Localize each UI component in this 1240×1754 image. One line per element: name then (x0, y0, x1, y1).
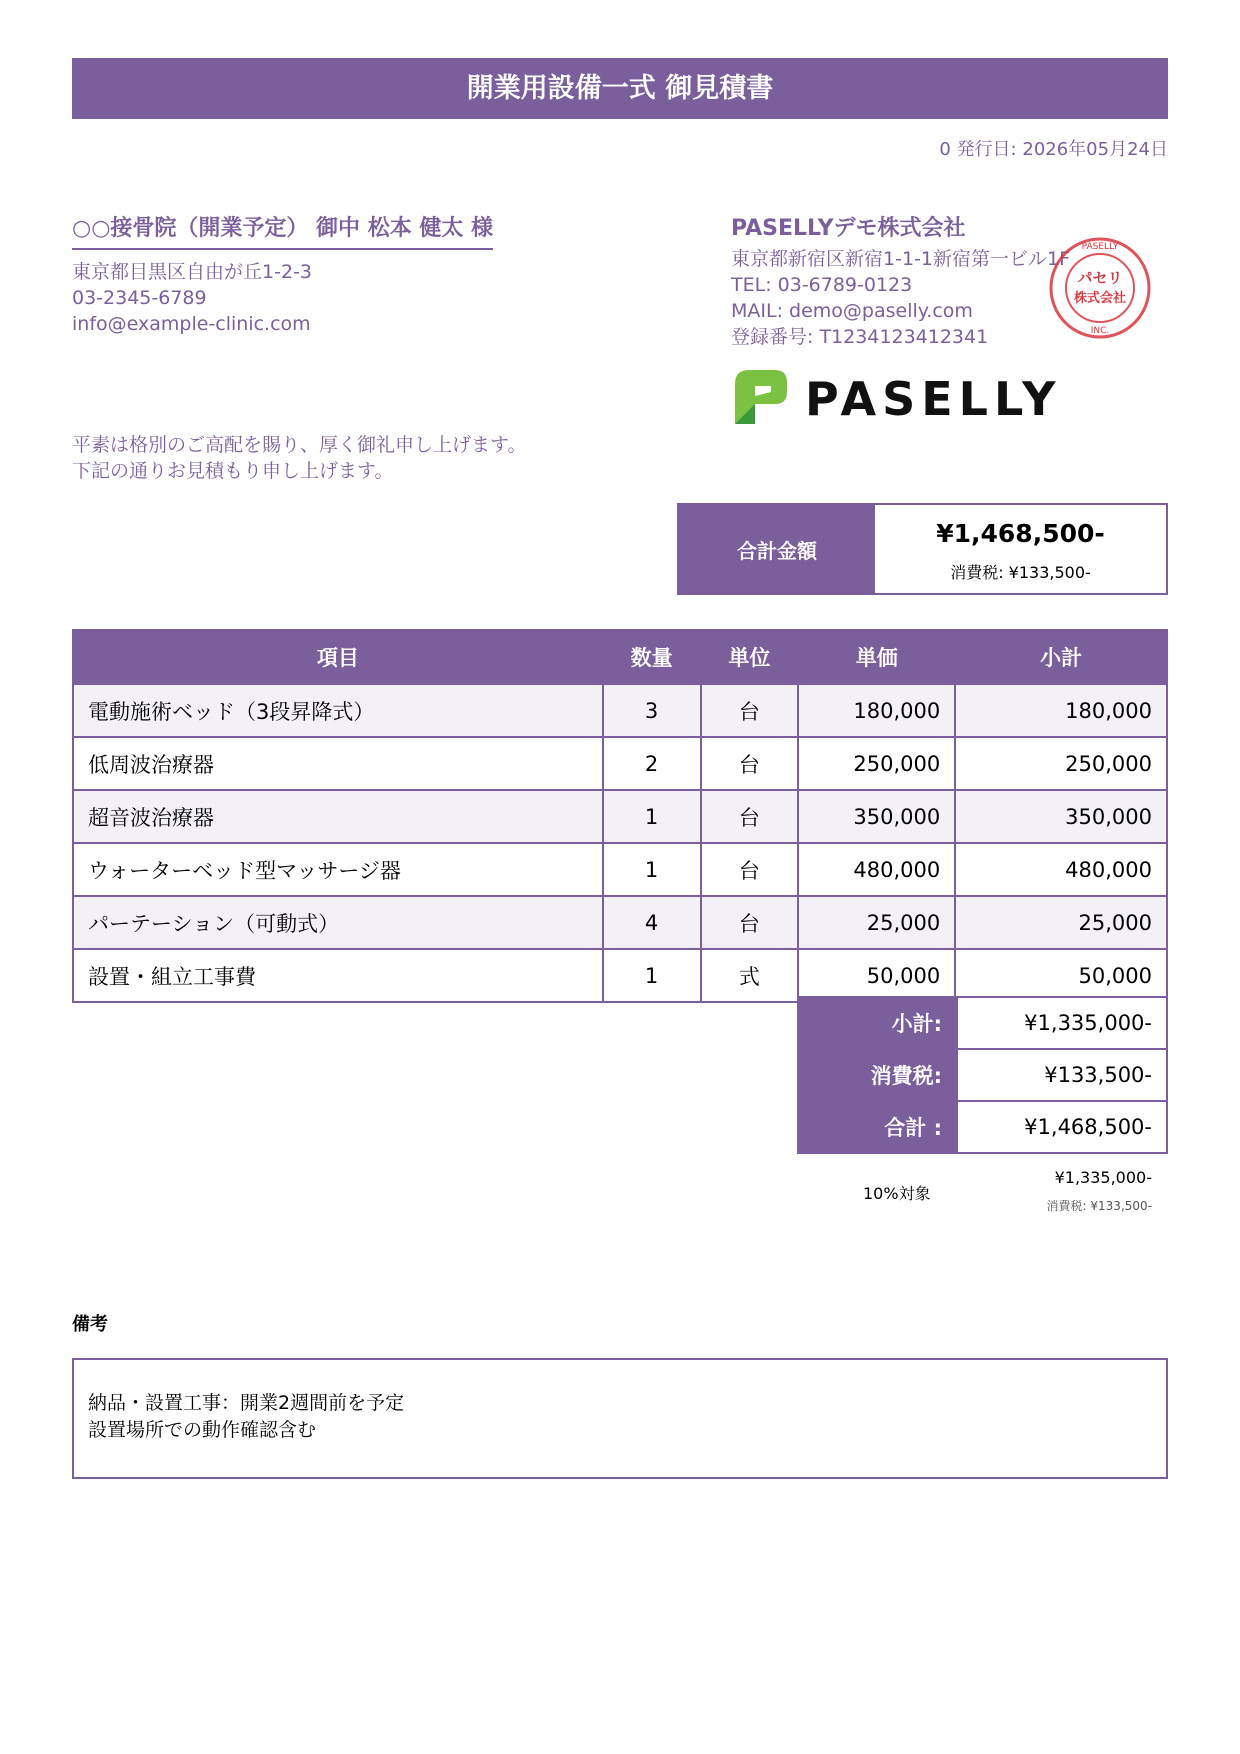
item-subtotal: 480,000 (955, 843, 1167, 896)
grand-total-box (677, 503, 1168, 595)
total-row (798, 1101, 1167, 1153)
header-unit-price: 単価 (798, 630, 955, 684)
item-unit-price: 250,000 (798, 737, 955, 790)
item-unit-price: 180,000 (798, 684, 955, 737)
issue-date: 2026年05月24日 (1022, 139, 1168, 160)
item-unit-price: 25,000 (798, 896, 955, 949)
paselly-logo (731, 366, 1061, 428)
item-quantity: 1 (603, 843, 701, 896)
item-quantity: 1 (603, 949, 701, 1002)
item-unit: 台 (701, 790, 799, 843)
table-row (73, 843, 1167, 896)
header-quantity: 数量 (603, 630, 701, 684)
issue-number: 0 (939, 139, 951, 160)
remarks-line-2: 設置場所での動作確認含む (88, 1419, 317, 1441)
client-address: 東京都目黒区自由が丘1-2-3 (72, 261, 312, 283)
grand-total-tax: 消費税: ¥133,500- (950, 563, 1091, 582)
table-row (73, 949, 1167, 1002)
table-header-row (73, 630, 1167, 684)
client-name: ○○接骨院（開業予定） 御中 松本 健太 様 (72, 211, 493, 250)
tax-rate-amount: ¥1,335,000- (1054, 1168, 1152, 1187)
company-tel: TEL: 03-6789-0123 (731, 274, 913, 296)
item-unit: 台 (701, 896, 799, 949)
header-unit: 単位 (701, 630, 799, 684)
company-registration: 登録番号: T1234123412341 (731, 326, 989, 348)
subtotal-row (798, 997, 1167, 1049)
grand-total-amount: ¥1,468,500- (936, 519, 1105, 548)
company-mail: MAIL: demo@paselly.com (731, 300, 973, 322)
company-address: 東京都新宿区新宿1-1-1新宿第一ビル1F (731, 248, 1070, 270)
svg-text:パセリ: パセリ (1077, 269, 1123, 287)
total-value: ¥1,468,500- (957, 1101, 1167, 1153)
remarks-line-1: 納品・設置工事：開業2週間前を予定 (88, 1392, 405, 1414)
company-name: PASELLYデモ株式会社 (731, 216, 966, 241)
issue-info (939, 135, 1168, 161)
table-row (73, 790, 1167, 843)
svg-text:PASELLY: PASELLY (1081, 242, 1119, 252)
tax-row (798, 1049, 1167, 1101)
item-quantity: 4 (603, 896, 701, 949)
tax-label: 消費税: (798, 1049, 957, 1101)
item-name: 電動施術ベッド（3段昇降式） (73, 684, 603, 737)
table-row (73, 896, 1167, 949)
items-table (72, 629, 1168, 1003)
client-info (72, 259, 312, 337)
greeting-line-2: 下記の通りお見積もり申し上げます。 (72, 460, 394, 482)
item-name: 超音波治療器 (73, 790, 603, 843)
item-unit: 台 (701, 737, 799, 790)
greeting-line-1: 平素は格別のご高配を賜り、厚く御礼申し上げます。 (72, 434, 527, 456)
item-quantity: 1 (603, 790, 701, 843)
remarks-title: 備考 (72, 1314, 108, 1335)
item-unit: 台 (701, 684, 799, 737)
item-unit: 式 (701, 949, 799, 1002)
total-label: 合計 : (798, 1101, 957, 1153)
client-tel: 03-2345-6789 (72, 287, 207, 309)
svg-text:株式会社: 株式会社 (1073, 291, 1127, 306)
item-name: ウォーターベッド型マッサージ器 (73, 843, 603, 896)
item-quantity: 2 (603, 737, 701, 790)
remarks-box (72, 1358, 1168, 1479)
item-unit: 台 (701, 843, 799, 896)
item-unit-price: 480,000 (798, 843, 955, 896)
tax-rate-tax: 消費税: ¥133,500- (1046, 1199, 1152, 1213)
tax-value: ¥133,500- (957, 1049, 1167, 1101)
greeting (72, 432, 526, 484)
tax-rate-label: 10%対象 (863, 1184, 931, 1203)
item-unit-price: 50,000 (798, 949, 955, 1002)
svg-text:INC.: INC. (1090, 326, 1110, 336)
subtotal-value: ¥1,335,000- (957, 997, 1167, 1049)
table-row (73, 684, 1167, 737)
document-title: 開業用設備一式 御見積書 (72, 58, 1168, 119)
company-seal-stamp (1048, 236, 1152, 340)
summary-table (797, 996, 1168, 1154)
header-subtotal: 小計 (955, 630, 1167, 684)
item-subtotal: 25,000 (955, 896, 1167, 949)
item-subtotal: 50,000 (955, 949, 1167, 1002)
issue-date-label: 発行日: (956, 139, 1017, 160)
grand-total-value (875, 505, 1166, 593)
subtotal-label: 小計: (798, 997, 957, 1049)
company-info (731, 246, 1070, 350)
header-item: 項目 (73, 630, 603, 684)
item-subtotal: 180,000 (955, 684, 1167, 737)
item-subtotal: 350,000 (955, 790, 1167, 843)
item-name: 設置・組立工事費 (73, 949, 603, 1002)
grand-total-label: 合計金額 (679, 505, 875, 593)
table-row (73, 737, 1167, 790)
svg-text:PASELLY: PASELLY (805, 372, 1061, 426)
item-subtotal: 250,000 (955, 737, 1167, 790)
item-name: パーテーション（可動式） (73, 896, 603, 949)
item-unit-price: 350,000 (798, 790, 955, 843)
item-quantity: 3 (603, 684, 701, 737)
item-name: 低周波治療器 (73, 737, 603, 790)
client-email: info@example-clinic.com (72, 313, 311, 335)
